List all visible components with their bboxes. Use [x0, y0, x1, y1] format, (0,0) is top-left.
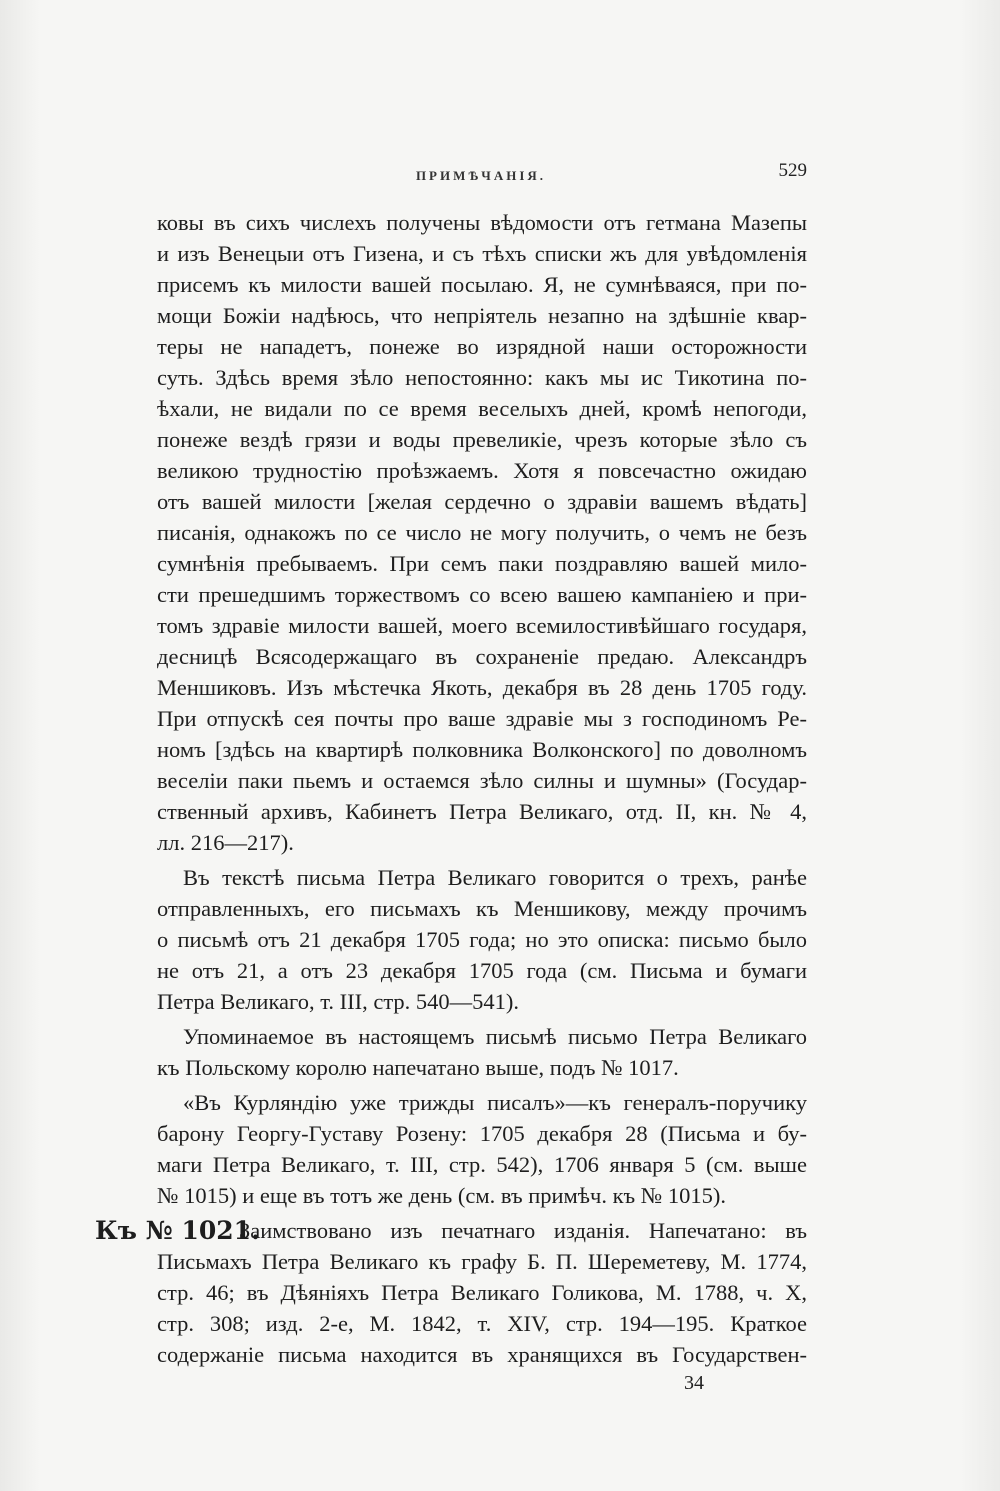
- text-line: номъ [здѣсь на квартирѣ полковника Волконского] по доволномъ: [157, 737, 807, 762]
- text-line: томъ здравіе милости вашей, моего всемилостивѣйшаго государя,: [157, 613, 807, 638]
- text-line: сумнѣнія пребываемъ. При семъ паки поздравляю вашей мило-: [157, 551, 807, 576]
- text-line: къ Польскому королю напечатано выше, подъ № 1017.: [157, 1055, 679, 1080]
- running-head: [155, 160, 807, 190]
- text-line: о письмѣ отъ 21 декабря 1705 года; но это описка: письмо было: [157, 927, 807, 952]
- text-line: сти прешедшимъ торжествомъ со всею вашею кампаніею и при-: [157, 582, 807, 607]
- signature-mark: 34: [684, 1372, 704, 1394]
- text-line: Петра Великаго, т. III, стр. 540—541).: [157, 989, 520, 1014]
- text-line: Упоминаемое въ настоящемъ письмѣ письмо Петра Великаго: [183, 1024, 807, 1049]
- text-line: писанія, однакожъ по се число не могу получить, о чемъ не безъ: [157, 520, 807, 545]
- text-line: стр. 308; изд. 2-е, М. 1842, т. XIV, стр. 194—195. Краткое: [157, 1311, 807, 1336]
- text-line: суть. Здѣсь время зѣло непостоянно: какъ мы ис Тикотина по-: [157, 365, 807, 390]
- text-line: отправленныхъ, его письмахъ къ Меншикову, между прочимъ: [157, 896, 807, 921]
- text-line: лл. 216—217).: [157, 830, 294, 855]
- text-line: При отпускѣ сея почты про ваше здравіе мы з господиномъ Ре-: [157, 706, 807, 731]
- paragraph-polish-king: [157, 1021, 807, 1083]
- paragraph-entry-1021: [95, 1215, 807, 1370]
- page-body: [95, 207, 807, 1370]
- text-line: великою трудностію проѣзжаемъ. Хотя я повсечастно ожидаю: [157, 458, 807, 483]
- text-line: ѣхали, не видали по се время веселыхъ дней, кромѣ непогоди,: [157, 396, 807, 421]
- text-line: понеже вездѣ грязи и воды превеликіе, чрезъ которые зѣло съ: [157, 427, 807, 452]
- text-line: «Въ Курляндію уже трижды писалъ»—къ генералъ-поручику: [183, 1090, 807, 1115]
- text-line: стр. 46; въ Дѣяніяхъ Петра Великаго Голикова, М. 1788, ч. X,: [157, 1280, 807, 1305]
- entry-first-line: Заимствовано изъ печатнаго изданія. Напечатано: въ: [239, 1218, 807, 1243]
- text-line: веселіи паки пьемъ и остаемся зѣло силны и шумны» (Государ-: [157, 768, 807, 793]
- text-line: теры не нападетъ, понеже во изрядной наши осторожности: [157, 334, 807, 359]
- paragraph-letter-continuation: [157, 207, 807, 858]
- text-line: не отъ 21, а отъ 23 декабря 1705 года (см. Письма и бумаги: [157, 958, 807, 983]
- text-line: барону Георгу-Густаву Розену: 1705 декабря 28 (Письма и бу-: [157, 1121, 807, 1146]
- text-line: и изъ Венецыи отъ Гизена, и съ тѣхъ списки жъ для увѣдомленія: [157, 241, 807, 266]
- paragraph-courland: [157, 1087, 807, 1211]
- text-line: присемъ къ милости вашей посылаю. Я, не сумнѣваяся, при по-: [157, 272, 807, 297]
- text-line: [95, 1215, 807, 1246]
- running-title: ПРИМѢЧАНІЯ.: [415, 168, 547, 183]
- entry-label: Къ № 1021.: [95, 1216, 260, 1245]
- text-line: мощи Божіи надѣюсь, что непріятель незапно на здѣшніе квар-: [157, 303, 807, 328]
- text-line: содержаніе письма находится въ хранящихся въ Государствен-: [157, 1342, 807, 1367]
- text-line: Въ текстѣ письма Петра Великаго говорится о трехъ, ранѣе: [183, 865, 807, 890]
- text-line: десницѣ Всясодержащаго въ сохраненіе предаю. Александръ: [157, 644, 807, 669]
- text-line: отъ вашей милости [желая сердечно о здравіи вашемъ вѣдать]: [157, 489, 807, 514]
- text-line: Меншиковъ. Изъ мѣстечка Якоть, декабря въ 28 день 1705 году.: [157, 675, 807, 700]
- text-line: ственный архивъ, Кабинетъ Петра Великаго, отд. II, кн. № 4,: [157, 799, 807, 824]
- text-line: маги Петра Великаго, т. III, стр. 542), 1706 января 5 (см. выше: [157, 1152, 807, 1177]
- paragraph-note-error: [157, 862, 807, 1017]
- page-number: 529: [778, 160, 807, 181]
- text-line: ковы въ сихъ числехъ получены вѣдомости отъ гетмана Мазепы: [157, 210, 807, 235]
- text-line: № 1015) и еще въ тотъ же день (см. въ примѣч. къ № 1015).: [157, 1183, 726, 1208]
- text-line: Письмахъ Петра Великаго къ графу Б. П. Шереметеву, М. 1774,: [157, 1249, 807, 1274]
